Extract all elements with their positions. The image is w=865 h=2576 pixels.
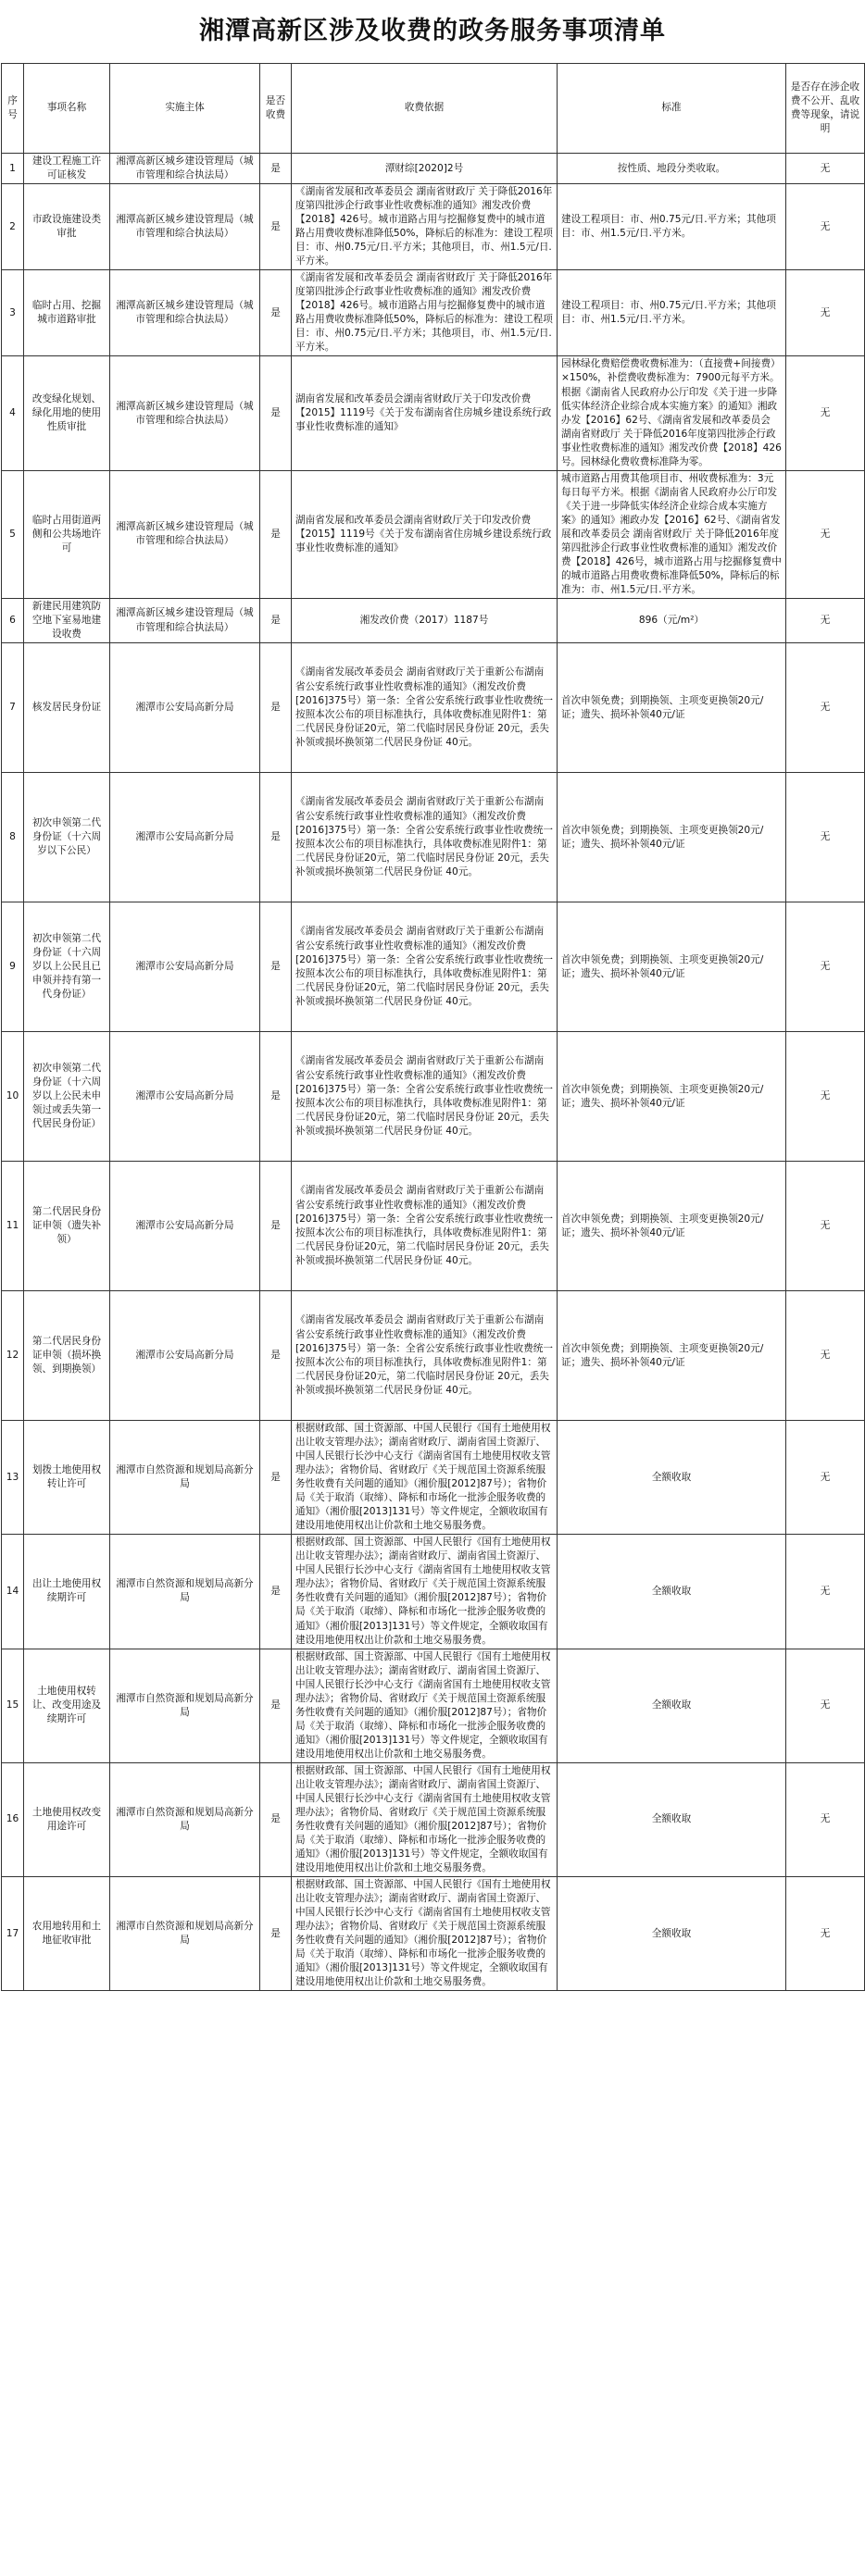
issue-note: 无 <box>786 1877 865 1991</box>
header-basis: 收费依据 <box>292 64 558 154</box>
row-number: 8 <box>2 773 24 902</box>
agency: 湘潭高新区城乡建设管理局（城市管理和综合执法局） <box>110 184 260 270</box>
issue-note: 无 <box>786 1291 865 1421</box>
table-row <box>2 1535 865 1649</box>
table-row <box>2 154 865 184</box>
header-charge: 是否收费 <box>260 64 292 154</box>
issue-note: 无 <box>786 154 865 184</box>
fee-basis: 潭财综[2020]2号 <box>292 154 558 184</box>
fee-standard: 全额收取 <box>558 1762 786 1876</box>
row-number: 13 <box>2 1421 24 1535</box>
issue-note: 无 <box>786 1649 865 1762</box>
item-name: 临时占用、挖掘城市道路审批 <box>24 270 110 356</box>
agency: 湘潭市自然资源和规划局高新分局 <box>110 1535 260 1649</box>
header-issue: 是否存在涉企收费不公开、乱收费等现象，请说明 <box>786 64 865 154</box>
table-row <box>2 1649 865 1762</box>
fee-standard: 全额收取 <box>558 1649 786 1762</box>
fee-basis: 《湖南省发展改革委员会 湖南省财政厅关于重新公布湖南省公安系统行政事业性收费标准的通知》（湘发改价费[2016]375号）第一条：全省公安系统行政事业性收费统一按照本次公布的项目标准执行，具体收费标准见附件1：第二代居民身份证20元，第二代临时居民身份证 20元，丢失补领或损坏换领第二代居民身份证 40元。 <box>292 773 558 902</box>
charge-flag: 是 <box>260 1762 292 1876</box>
fee-standard: 首次申领免费；到期换领、主项变更换领20元/证；遗失、损坏补领40元/证 <box>558 1291 786 1421</box>
item-name: 第二代居民身份证申领（遗失补领） <box>24 1162 110 1291</box>
fee-basis: 《湖南省发展改革委员会 湖南省财政厅关于重新公布湖南省公安系统行政事业性收费标准的通知》（湘发改价费[2016]375号）第一条：全省公安系统行政事业性收费统一按照本次公布的项目标准执行，具体收费标准见附件1：第二代居民身份证20元，第二代临时居民身份证 20元，丢失补领或损坏换领第二代居民身份证 40元。 <box>292 643 558 773</box>
issue-note: 无 <box>786 270 865 356</box>
table-row <box>2 598 865 642</box>
fee-standard: 全额收取 <box>558 1877 786 1991</box>
agency: 湘潭市公安局高新分局 <box>110 1032 260 1162</box>
charge-flag: 是 <box>260 154 292 184</box>
agency: 湘潭高新区城乡建设管理局（城市管理和综合执法局） <box>110 270 260 356</box>
item-name: 第二代居民身份证申领（损坏换领、到期换领） <box>24 1291 110 1421</box>
charge-flag: 是 <box>260 1421 292 1535</box>
fee-standard: 首次申领免费；到期换领、主项变更换领20元/证；遗失、损坏补领40元/证 <box>558 1162 786 1291</box>
fee-basis: 《湖南省发展改革委员会 湖南省财政厅关于重新公布湖南省公安系统行政事业性收费标准的通知》（湘发改价费[2016]375号）第一条：全省公安系统行政事业性收费统一按照本次公布的项目标准执行，具体收费标准见附件1：第二代居民身份证20元，第二代临时居民身份证 20元，丢失补领或损坏换领第二代居民身份证 40元。 <box>292 1162 558 1291</box>
fee-standard: 建设工程项目：市、州0.75元/日.平方米；其他项目：市、州1.5元/日.平方米。 <box>558 184 786 270</box>
agency: 湘潭高新区城乡建设管理局（城市管理和综合执法局） <box>110 356 260 470</box>
agency: 湘潭市自然资源和规划局高新分局 <box>110 1649 260 1762</box>
row-number: 7 <box>2 643 24 773</box>
issue-note: 无 <box>786 1032 865 1162</box>
fee-basis: 根据财政部、国土资源部、中国人民银行《国有土地使用权出让收支管理办法》；湖南省财政厅、湖南省国土资源厅、中国人民银行长沙中心支行《湖南省国有土地使用权收支管理办法》；省物价局、省财政厅《关于规范国土资源系统服务性收费有关问题的通知》（湘价服[2012]87号）；省物价局《关于取消（取缔）、降标和市场化一批涉企服务收费的通知》（湘价服[2013]131号）等文件规定，全额收取国有建设用地使用权出让价款和土地交易服务费。 <box>292 1535 558 1649</box>
agency: 湘潭市公安局高新分局 <box>110 643 260 773</box>
fee-basis: 根据财政部、国土资源部、中国人民银行《国有土地使用权出让收支管理办法》；湖南省财政厅、湖南省国土资源厅、中国人民银行长沙中心支行《湖南省国有土地使用权收支管理办法》；省物价局、省财政厅《关于规范国土资源系统服务性收费有关问题的通知》（湘价服[2012]87号）；省物价局《关于取消（取缔）、降标和市场化一批涉企服务收费的通知》（湘价服[2013]131号）等文件规定，全额收取国有建设用地使用权出让价款和土地交易服务费。 <box>292 1421 558 1535</box>
table-body <box>2 154 865 1991</box>
table-row <box>2 773 865 902</box>
charge-flag: 是 <box>260 598 292 642</box>
table-row <box>2 1291 865 1421</box>
charge-flag: 是 <box>260 1877 292 1991</box>
fee-basis: 根据财政部、国土资源部、中国人民银行《国有土地使用权出让收支管理办法》；湖南省财政厅、湖南省国土资源厅、中国人民银行长沙中心支行《湖南省国有土地使用权收支管理办法》；省物价局、省财政厅《关于规范国土资源系统服务性收费有关问题的通知》（湘价服[2012]87号）；省物价局《关于取消（取缔）、降标和市场化一批涉企服务收费的通知》（湘价服[2013]131号）等文件规定，全额收取国有建设用地使用权出让价款和土地交易服务费。 <box>292 1649 558 1762</box>
charge-flag: 是 <box>260 270 292 356</box>
item-name: 出让土地使用权续期许可 <box>24 1535 110 1649</box>
agency: 湘潭高新区城乡建设管理局（城市管理和综合执法局） <box>110 598 260 642</box>
row-number: 3 <box>2 270 24 356</box>
issue-note: 无 <box>786 1762 865 1876</box>
agency: 湘潭市自然资源和规划局高新分局 <box>110 1762 260 1876</box>
header-agency: 实施主体 <box>110 64 260 154</box>
agency: 湘潭市公安局高新分局 <box>110 1162 260 1291</box>
row-number: 15 <box>2 1649 24 1762</box>
table-header-row <box>2 64 865 154</box>
item-name: 核发居民身份证 <box>24 643 110 773</box>
charge-flag: 是 <box>260 1535 292 1649</box>
table-row <box>2 1421 865 1535</box>
issue-note: 无 <box>786 184 865 270</box>
fee-standard: 园林绿化费赔偿费收费标准为：（直接费+间接费）×150%，补偿费收费标准为：7900元每平方米。根据《湖南省人民政府办公厅印发《关于进一步降低实体经济企业综合成本实施方案》的通知》湘政办发【2016】62号、《湖南省发展和改革委员会 湖南省财政厅 关于降低2016年度第四批涉企行政事业性收费标准的通知》湘发改价费【2018】426号。园林绿化费收费标准降为零。 <box>558 356 786 470</box>
row-number: 9 <box>2 902 24 1032</box>
row-number: 12 <box>2 1291 24 1421</box>
item-name: 新建民用建筑防空地下室易地建设收费 <box>24 598 110 642</box>
fee-table <box>1 63 865 1991</box>
fee-basis: 《湖南省发展改革委员会 湖南省财政厅关于重新公布湖南省公安系统行政事业性收费标准的通知》（湘发改价费[2016]375号）第一条：全省公安系统行政事业性收费统一按照本次公布的项目标准执行，具体收费标准见附件1：第二代居民身份证20元，第二代临时居民身份证 20元，丢失补领或损坏换领第二代居民身份证 40元。 <box>292 1032 558 1162</box>
row-number: 4 <box>2 356 24 470</box>
fee-standard: 城市道路占用费其他项目市、州收费标准为：3元每日每平方米。根据《湖南省人民政府办公厅印发《关于进一步降低实体经济企业综合成本实施方案》的通知》湘政办发【2016】62号、《湖南省发展和改革委员会 湖南省财政厅 关于降低2016年度第四批涉企行政事业性收费标准的通知》湘发改价费【2018】426号，城市道路占用与挖掘修复费中的城市道路占用费收费标准降低50%，降标后的标准为：市、州1.5元/日.平方米。 <box>558 470 786 598</box>
charge-flag: 是 <box>260 773 292 902</box>
table-row <box>2 902 865 1032</box>
charge-flag: 是 <box>260 470 292 598</box>
row-number: 10 <box>2 1032 24 1162</box>
issue-note: 无 <box>786 1535 865 1649</box>
row-number: 14 <box>2 1535 24 1649</box>
issue-note: 无 <box>786 1162 865 1291</box>
fee-basis: 湖南省发展和改革委员会湖南省财政厅关于印发改价费【2015】1119号《关于发布湖南省住房城乡建设系统行政事业性收费标准的通知》 <box>292 470 558 598</box>
item-name: 市政设施建设类审批 <box>24 184 110 270</box>
page-title: 湘潭高新区涉及收费的政务服务事项清单 <box>199 17 666 45</box>
fee-basis: 根据财政部、国土资源部、中国人民银行《国有土地使用权出让收支管理办法》；湖南省财政厅、湖南省国土资源厅、中国人民银行长沙中心支行《湖南省国有土地使用权收支管理办法》；省物价局、省财政厅《关于规范国土资源系统服务性收费有关问题的通知》（湘价服[2012]87号）；省物价局《关于取消（取缔）、降标和市场化一批涉企服务收费的通知》（湘价服[2013]131号）等文件规定，全额收取国有建设用地使用权出让价款和土地交易服务费。 <box>292 1762 558 1876</box>
issue-note: 无 <box>786 902 865 1032</box>
agency: 湘潭市自然资源和规划局高新分局 <box>110 1421 260 1535</box>
agency: 湘潭市自然资源和规划局高新分局 <box>110 1877 260 1991</box>
agency: 湘潭市公安局高新分局 <box>110 773 260 902</box>
row-number: 11 <box>2 1162 24 1291</box>
issue-note: 无 <box>786 773 865 902</box>
issue-note: 无 <box>786 1421 865 1535</box>
agency: 湘潭高新区城乡建设管理局（城市管理和综合执法局） <box>110 154 260 184</box>
issue-note: 无 <box>786 356 865 470</box>
charge-flag: 是 <box>260 356 292 470</box>
charge-flag: 是 <box>260 184 292 270</box>
fee-standard: 首次申领免费；到期换领、主项变更换领20元/证；遗失、损坏补领40元/证 <box>558 902 786 1032</box>
fee-standard: 首次申领免费；到期换领、主项变更换领20元/证；遗失、损坏补领40元/证 <box>558 773 786 902</box>
item-name: 土地使用权改变用途许可 <box>24 1762 110 1876</box>
table-row <box>2 1032 865 1162</box>
fee-standard: 896（元/m²） <box>558 598 786 642</box>
item-name: 初次申领第二代身份证（十六周岁以上公民且已申领并持有第一代身份证） <box>24 902 110 1032</box>
table-row <box>2 470 865 598</box>
table-row <box>2 1877 865 1991</box>
fee-standard: 全额收取 <box>558 1535 786 1649</box>
table-row <box>2 1762 865 1876</box>
item-name: 农用地转用和土地征收审批 <box>24 1877 110 1991</box>
fee-basis: 《湖南省发展改革委员会 湖南省财政厅关于重新公布湖南省公安系统行政事业性收费标准的通知》（湘发改价费[2016]375号）第一条：全省公安系统行政事业性收费统一按照本次公布的项目标准执行，具体收费标准见附件1：第二代居民身份证20元，第二代临时居民身份证 20元，丢失补领或损坏换领第二代居民身份证 40元。 <box>292 902 558 1032</box>
charge-flag: 是 <box>260 1162 292 1291</box>
item-name: 初次申领第二代身份证（十六周岁以上公民未申领过或丢失第一代居民身份证） <box>24 1032 110 1162</box>
issue-note: 无 <box>786 598 865 642</box>
row-number: 17 <box>2 1877 24 1991</box>
table-row <box>2 184 865 270</box>
fee-basis: 湘发改价费（2017）1187号 <box>292 598 558 642</box>
row-number: 2 <box>2 184 24 270</box>
issue-note: 无 <box>786 470 865 598</box>
header-standard: 标准 <box>558 64 786 154</box>
row-number: 6 <box>2 598 24 642</box>
agency: 湘潭市公安局高新分局 <box>110 1291 260 1421</box>
fee-basis: 《湖南省发展和改革委员会 湖南省财政厅 关于降低2016年度第四批涉企行政事业性收费标准的通知》湘发改价费【2018】426号。城市道路占用与挖掘修复费中的城市道路占用费收费标准降低50%，降标后的标准为：建设工程项目：市、州0.75元/日.平方米；其他项目，市、州1.5元/日.平方米。 <box>292 270 558 356</box>
item-name: 初次申领第二代身份证（十六周岁以下公民） <box>24 773 110 902</box>
fee-standard: 全额收取 <box>558 1421 786 1535</box>
header-item-name: 事项名称 <box>24 64 110 154</box>
fee-standard: 首次申领免费；到期换领、主项变更换领20元/证；遗失、损坏补领40元/证 <box>558 1032 786 1162</box>
fee-standard: 建设工程项目：市、州0.75元/日.平方米；其他项目：市、州1.5元/日.平方米。 <box>558 270 786 356</box>
item-name: 土地使用权转让、改变用途及续期许可 <box>24 1649 110 1762</box>
fee-standard: 按性质、地段分类收取。 <box>558 154 786 184</box>
agency: 湘潭市公安局高新分局 <box>110 902 260 1032</box>
charge-flag: 是 <box>260 1291 292 1421</box>
agency: 湘潭高新区城乡建设管理局（城市管理和综合执法局） <box>110 470 260 598</box>
charge-flag: 是 <box>260 1649 292 1762</box>
item-name: 建设工程施工许可证核发 <box>24 154 110 184</box>
charge-flag: 是 <box>260 1032 292 1162</box>
charge-flag: 是 <box>260 643 292 773</box>
row-number: 5 <box>2 470 24 598</box>
table-row <box>2 643 865 773</box>
table-row <box>2 270 865 356</box>
charge-flag: 是 <box>260 902 292 1032</box>
item-name: 临时占用街道两侧和公共场地许可 <box>24 470 110 598</box>
fee-basis: 湖南省发展和改革委员会湖南省财政厅关于印发改价费【2015】1119号《关于发布湖南省住房城乡建设系统行政事业性收费标准的通知》 <box>292 356 558 470</box>
item-name: 改变绿化规划、绿化用地的使用性质审批 <box>24 356 110 470</box>
fee-standard: 首次申领免费；到期换领、主项变更换领20元/证；遗失、损坏补领40元/证 <box>558 643 786 773</box>
fee-basis: 《湖南省发展改革委员会 湖南省财政厅关于重新公布湖南省公安系统行政事业性收费标准的通知》（湘发改价费[2016]375号）第一条：全省公安系统行政事业性收费统一按照本次公布的项目标准执行，具体收费标准见附件1：第二代居民身份证20元，第二代临时居民身份证 20元，丢失补领或损坏换领第二代居民身份证 40元。 <box>292 1291 558 1421</box>
fee-basis: 根据财政部、国土资源部、中国人民银行《国有土地使用权出让收支管理办法》；湖南省财政厅、湖南省国土资源厅、中国人民银行长沙中心支行《湖南省国有土地使用权收支管理办法》；省物价局、省财政厅《关于规范国土资源系统服务性收费有关问题的通知》（湘价服[2012]87号）；省物价局《关于取消（取缔）、降标和市场化一批涉企服务收费的通知》（湘价服[2013]131号）等文件规定，全额收取国有建设用地使用权出让价款和土地交易服务费。 <box>292 1877 558 1991</box>
table-row <box>2 356 865 470</box>
table-row <box>2 1162 865 1291</box>
item-name: 划拨土地使用权转让许可 <box>24 1421 110 1535</box>
row-number: 1 <box>2 154 24 184</box>
issue-note: 无 <box>786 643 865 773</box>
row-number: 16 <box>2 1762 24 1876</box>
fee-basis: 《湖南省发展和改革委员会 湖南省财政厅 关于降低2016年度第四批涉企行政事业性收费标准的通知》湘发改价费【2018】426号。城市道路占用与挖掘修复费中的城市道路占用费收费标准降低50%，降标后的标准为：建设工程项目：市、州0.75元/日.平方米；其他项目，市、州1.5元/日.平方米。 <box>292 184 558 270</box>
header-no: 序号 <box>2 64 24 154</box>
